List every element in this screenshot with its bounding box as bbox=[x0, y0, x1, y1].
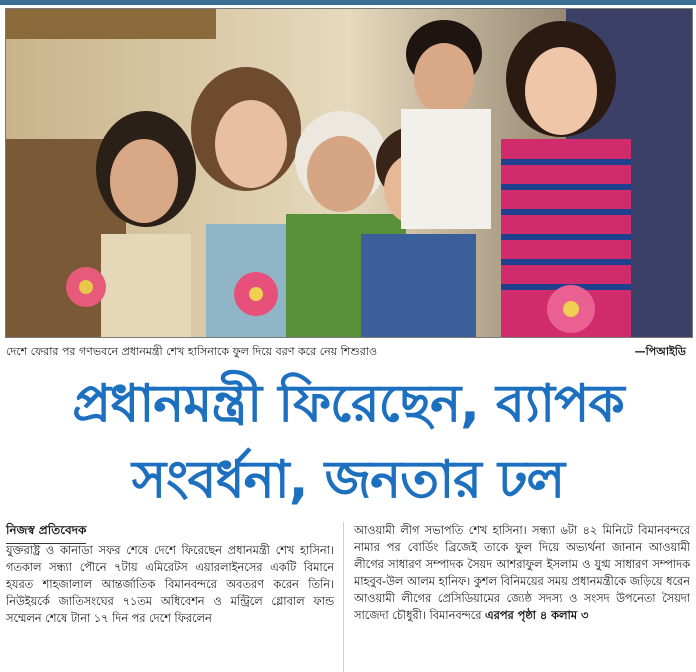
article-paragraph-left: যুক্তরাষ্ট্র ও কানাডা সফর শেষে দেশে ফিরেছেন প্রধানমন্ত্রী শেখ হাসিনা। গতকাল সন্ধ্যা পৌনে ৭টায় এমিরেটস এয়ারলাইনসের একটি বিমানে হযরত শাহজালাল আন্তর্জাতিক বিমানবন্দরে অবতরণ করেন তিনি। নিউইয়র্কে জাতিসংঘের ৭১তম অধিবেশন ও মন্ট্রিলে গ্লোবাল ফান্ড সম্মেলন শেষে টানা ১৭ দিন পর দেশে ফিরলেন bbox=[6, 544, 334, 625]
headline-line-1: প্রধানমন্ত্রী ফিরেছেন, ব্যাপক bbox=[72, 374, 624, 434]
article-paragraph-right: আওয়ামী লীগ সভাপতি শেখ হাসিনা। সন্ধ্যা ৬টা ৪২ মিনিটে বিমানবন্দরে নামার পর বোর্ডিং ব্রিজেই তাকে ফুল দিয়ে অভ্যর্থনা জানান আওয়ামী লীগের সাধারণ সম্পাদক সৈয়দ আশরাফুল ইসলাম ও যুগ্ম সাধারণ সম্পাদক মাহবুব-উল আলম হানিফ। কুশল বিনিময়ের সময় প্রধানমন্ত্রীকে জড়িয়ে ধরেন আওয়ামী লীগের প্রেসিডিয়ামের জ্যেষ্ঠ সদস্য ও সংসদ উপনেতা সৈয়দা সাজেদা চৌধুরী। বিমানবন্দরে bbox=[354, 524, 690, 622]
photo-caption-row bbox=[6, 341, 690, 359]
byline: নিজস্ব প্রতিবেদক bbox=[6, 522, 86, 544]
top-rule bbox=[0, 0, 696, 5]
article-column-right bbox=[354, 522, 690, 672]
photo-credit: —পিআইডি bbox=[634, 345, 686, 358]
news-photo bbox=[5, 8, 693, 338]
continued-page-link[interactable]: এরপর পৃষ্ঠা ৪ কলাম ৩ bbox=[485, 609, 589, 622]
photo-caption: দেশে ফেরার পর গণভবনে প্রধানমন্ত্রী শেখ হাসিনাকে ফুল দিয়ে বরণ করে নেয় শিশুরাও bbox=[6, 345, 378, 358]
photo-illustration bbox=[6, 9, 692, 337]
column-divider bbox=[343, 522, 344, 672]
article-column-left bbox=[6, 542, 334, 672]
headline-line-2: সংবর্ধনা, জনতার ঢল bbox=[131, 450, 565, 510]
